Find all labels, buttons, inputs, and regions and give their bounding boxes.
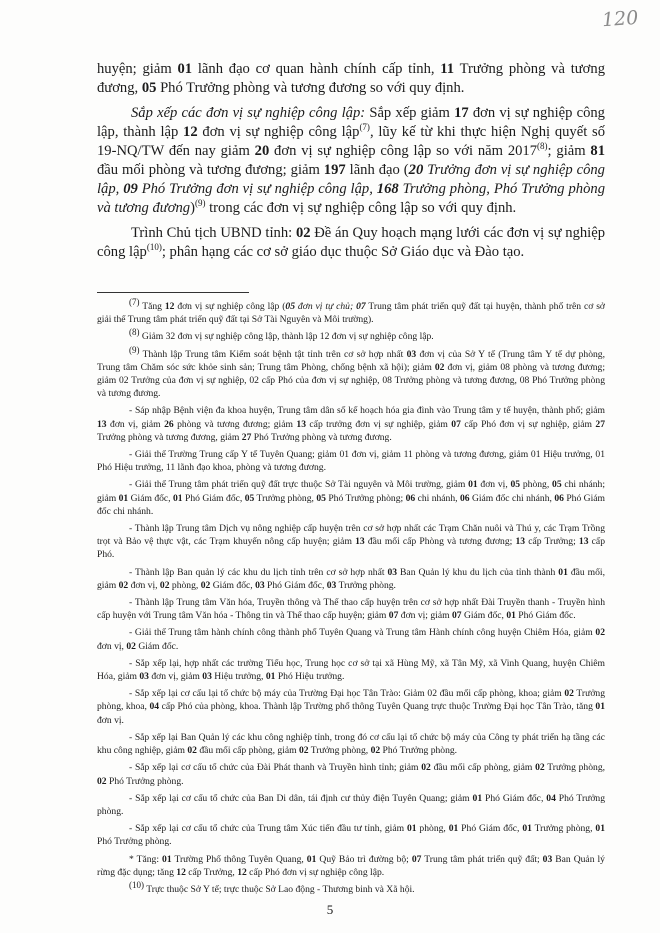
text-run: đơn vị,	[477, 479, 511, 491]
text-run: 01	[472, 792, 483, 804]
footnote-item	[97, 731, 605, 757]
footnote-item	[97, 478, 605, 518]
paragraph-proposals	[97, 224, 605, 262]
text-run: Trung tâm phát triển quỹ đất;	[421, 853, 543, 865]
text-run: Giám đốc,	[128, 492, 173, 504]
text-run: đầu mối, giảm	[97, 566, 605, 591]
text-run: - Sắp xếp lại, hợp nhất các trường Tiểu học, Trung học cơ sở tại xã Hùng Mỹ, xã Tân Mỹ, xã Vinh Quang, huyện Chiêm Hóa, giảm	[97, 657, 605, 683]
text-run: 01	[265, 671, 276, 683]
text-run: 01	[162, 853, 172, 865]
text-run: 13	[578, 536, 589, 548]
text-run: đơn vị, giảm	[106, 418, 165, 430]
text-run: Trưởng phòng.	[336, 579, 396, 591]
text-run: ; giảm	[547, 143, 591, 159]
text-run: 12	[237, 866, 247, 878]
text-run: chi nhánh; giảm	[97, 479, 605, 504]
footnote-item	[97, 761, 605, 787]
footnote-item	[97, 853, 605, 879]
text-run: Giám đốc,	[461, 610, 507, 622]
text-run: 01	[506, 610, 516, 622]
text-run: Trưởng phòng,	[254, 492, 317, 504]
footnote-item	[97, 404, 605, 444]
text-run: Phó Trưởng phòng và tương đương.	[251, 431, 392, 443]
text-run: phòng và tương đương; giảm	[173, 418, 297, 430]
text-run: 07	[356, 301, 366, 312]
footnote-item	[97, 596, 605, 622]
text-run: Phó Giám đốc.	[515, 610, 576, 622]
text-run: 03	[202, 671, 212, 683]
text-run: phòng,	[169, 579, 201, 591]
text-run: Phó Trưởng đơn vị sự nghiệp công lập,	[137, 181, 377, 197]
text-run: 11	[440, 61, 455, 77]
text-run: đơn vị; giảm	[398, 610, 452, 622]
text-run: 07	[451, 418, 461, 430]
footnote-ref: (8)	[537, 141, 548, 152]
text-run: 20	[408, 162, 424, 178]
text-run: Trưởng phòng,	[531, 823, 596, 835]
text-run: đầu mối cấp Phòng và tương đương;	[364, 536, 516, 548]
text-run: Sắp xếp các đơn vị sự nghiệp công lập:	[131, 105, 366, 121]
text-run: cấp Phó đơn vị sự nghiệp công lập.	[246, 866, 385, 878]
text-run: - Sắp xếp lại cơ cấu lại tổ chức bộ máy của Trường Đại học Tân Trào: Giảm 02 đầu mối cấp phòng, khoa; giảm	[129, 688, 565, 700]
text-run: đơn vị của Sở Y tế (Trung tâm Y tế dự phòng, Trung tâm Chăm sóc sức khỏe sinh sản; Trung tâm Phòng, chống bệnh xã hội); giảm	[97, 348, 605, 373]
text-run: 13	[355, 536, 365, 548]
text-run: 02	[434, 361, 445, 373]
text-run: 02	[564, 688, 574, 700]
text-run: 27	[595, 418, 605, 430]
text-run: phòng,	[520, 479, 553, 491]
text-run: 12	[164, 301, 175, 312]
text-run: cấp Phó đơn vị sự nghiệp, giảm	[460, 418, 596, 430]
text-run: đơn vị sự nghiệp công lập so với năm 2017	[269, 143, 538, 159]
text-run: Trưởng phòng, khoa,	[97, 688, 605, 713]
text-run: Phó Trưởng phòng.	[106, 775, 184, 787]
text-run: 168	[376, 181, 399, 197]
footnote-item	[97, 522, 605, 562]
text-run: 01	[177, 61, 193, 77]
footnote-ref: (10)	[129, 879, 144, 890]
handwritten-page-number: 120	[601, 6, 639, 32]
text-run: 03	[406, 348, 417, 360]
text-run: Giám đốc chi nhánh,	[469, 492, 555, 504]
text-run: 17	[454, 105, 469, 121]
text-run: 09	[123, 181, 138, 197]
footnote-item	[97, 792, 605, 818]
footnote-item	[97, 687, 605, 727]
text-run: Trình Chủ tịch UBND tỉnh:	[131, 225, 296, 241]
text-run: 13	[296, 418, 306, 430]
text-run: 03	[255, 579, 265, 591]
text-run: Ban Quản lý rừng đặc dụng; tăng	[97, 853, 605, 878]
text-run: cấp trưởng đơn vị sự nghiệp, giảm	[305, 418, 452, 430]
footnote-ref: (9)	[129, 344, 140, 355]
text-run: Trưởng đơn vị sự nghiệp công lập,	[97, 162, 605, 197]
text-run: - Thành lập Trung tâm Dịch vụ nông nghiệp cấp huyện trên cơ sở hợp nhất các Trạm Chăn nuôi và Thú y, các Trạm Trồng trọt và Bảo vệ thực vật, các Trạm khuyến nông cấp huyện; giảm	[97, 523, 605, 548]
text-run: ; phân hạng các cơ sở giáo dục thuộc Sở Giáo dục và Đào tạo.	[161, 244, 525, 260]
text-run: đơn vị tự chủ;	[295, 301, 357, 312]
text-run: Giám đốc,	[210, 579, 256, 591]
text-run: cấp Trưởng,	[185, 866, 238, 878]
footnote-item	[97, 657, 605, 683]
text-run: 26	[164, 418, 174, 430]
text-run: 06	[405, 492, 416, 504]
text-run: Phó Giám đốc,	[458, 823, 523, 835]
footnote-item	[97, 344, 605, 401]
text-run: 01	[118, 492, 129, 504]
text-run: 07	[451, 610, 462, 622]
text-run: Trưởng phòng và tương đương, giảm	[97, 431, 242, 443]
text-run: , lũy kế từ khi thực hiện Nghị quyết số 19-NQ/TW đến nay giảm	[97, 124, 605, 159]
text-run: Phó Giám đốc,	[264, 579, 327, 591]
text-run: 05	[285, 301, 296, 312]
text-run: 02	[370, 745, 381, 757]
text-run: 06	[459, 492, 470, 504]
text-run: 13	[515, 536, 526, 548]
text-run: 01	[172, 492, 183, 504]
page-number: 5	[326, 902, 334, 917]
text-run: lãnh đạo cơ quan hành chính cấp tỉnh,	[192, 61, 441, 77]
footnote-ref: (7)	[129, 296, 140, 307]
text-run: Hiệu trưởng,	[211, 671, 266, 683]
text-run: 12	[176, 866, 186, 878]
text-run: đơn vị sự nghiệp công lập	[197, 124, 360, 140]
text-run: - Giải thể Trường Trung cấp Y tế Tuyên Quang; giảm 01 đơn vị, giảm 11 phòng và tương đương, giảm 01 Hiệu trưởng, 01 Phó Hiệu trưởng, 11 lãnh đạo khoa, phòng và tương đương.	[97, 449, 605, 474]
text-run: )	[190, 200, 195, 216]
footnote-item	[97, 448, 605, 474]
text-run: Giám đốc.	[135, 640, 179, 652]
text-run: 02	[159, 579, 170, 591]
text-run: 01	[522, 823, 532, 835]
footnote-item	[97, 879, 605, 896]
text-run: Phó Giám đốc chi nhánh.	[97, 492, 605, 517]
footnote-item	[97, 296, 606, 326]
text-run: Quỹ Bảo trì đường bộ;	[316, 853, 412, 865]
text-run: - Giải thể Trung tâm hành chính công thành phố Tuyên Quang và Trung tâm Hành chính công huyện Chiêm Hóa, giảm	[129, 627, 596, 639]
text-run: 04	[149, 701, 160, 713]
text-run: 05	[510, 479, 521, 491]
text-run: Phó Trưởng phòng;	[325, 492, 406, 504]
text-run: Trưởng phòng, Phó Trưởng phòng và tương đương	[97, 181, 605, 216]
footnote-separator	[97, 292, 249, 293]
text-run: đơn vị, giảm 08 phòng và tương đương; giảm 02 Trưởng của đơn vị sự nghiệp, 02 cấp Phó của đơn vị sự nghiệp, 08 Trưởng phòng và tương đương, 08 Phó Trưởng phòng và tương đương.	[97, 361, 605, 400]
paragraph-reduction-summary	[97, 60, 605, 98]
footnote-item	[97, 327, 605, 343]
text-run: Trường Phổ thông Tuyên Quang,	[171, 853, 307, 865]
text-run: Phó Trưởng phòng.	[97, 792, 606, 817]
text-run: Phó Giám đốc,	[182, 492, 245, 504]
text-run: 13	[97, 418, 107, 430]
text-run: Sắp xếp giảm	[365, 105, 455, 121]
text-run: 05	[244, 492, 255, 504]
text-run: - Thành lập Trung tâm Văn hóa, Truyền thông và Thể thao cấp huyện trên cơ sở hợp nhất Đài Truyền thanh - Truyền hình cấp huyện với Trung tâm Văn hóa - Thông tin và Thể thao cấp huyện; giảm	[97, 597, 605, 622]
text-run: Giảm 32 đơn vị sự nghiệp công lập, thành lập 12 đơn vị sự nghiệp công lập.	[139, 331, 434, 343]
footnote-item	[97, 626, 605, 652]
footnote-item	[97, 566, 605, 592]
text-run: lãnh đạo (	[345, 162, 409, 178]
paragraph-public-service-units	[97, 104, 605, 218]
text-run: 81	[590, 143, 605, 159]
text-run: - Sáp nhập Bệnh viện đa khoa huyện, Trung tâm dân số kế hoạch hóa gia đình vào Trung tâm y tế huyện, thành phố; giảm	[129, 405, 605, 417]
text-run: 02	[97, 775, 107, 787]
text-run: Trung tâm phát triển quỹ đất tại huyện, thành phố trên cơ sở giải thể Trung tâm phát triển quỹ đất tại Sở Tài Nguyên và Môi trường).	[97, 301, 606, 326]
text-run: trong các đơn vị sự nghiệp công lập so với quy định.	[205, 200, 517, 216]
text-run: cấp Phó của phòng, khoa. Thành lập Trường phổ thông Tuyên Quang trực thuộc Trường Đại học Tân Trào, tăng	[159, 701, 596, 713]
text-run: Thành lập Trung tâm Kiểm soát bệnh tật tỉnh trên cơ sở hợp nhất	[139, 348, 407, 360]
text-run: đầu mối cấp phòng, giảm	[430, 762, 536, 774]
text-run: 07	[388, 610, 399, 622]
footnote-ref: (10)	[146, 242, 162, 253]
text-run: cấp Phó.	[97, 536, 605, 561]
text-run: 07	[411, 853, 422, 865]
text-run: đơn vị, giảm	[148, 671, 203, 683]
footnote-ref: (9)	[194, 198, 206, 209]
text-run: 06	[554, 492, 564, 504]
text-run: 03	[139, 671, 149, 683]
text-run: Phó Trưởng phòng.	[380, 745, 458, 757]
text-run: 12	[183, 124, 198, 140]
text-run: Đề án Quy hoạch mạng lưới các đơn vị sự nghiệp công lập	[97, 225, 605, 260]
main-body-text	[97, 60, 605, 268]
text-run: Trưởng phòng và tương đương,	[97, 61, 605, 96]
text-run: phòng,	[416, 823, 449, 835]
text-run: 02	[200, 579, 211, 591]
text-run: 27	[241, 431, 252, 443]
text-run: 01	[406, 823, 417, 835]
text-run: 02	[118, 579, 129, 591]
text-run: 05	[141, 80, 157, 96]
text-run: 197	[323, 162, 346, 178]
text-run: đơn vị sự nghiệp công lập, thành lập	[97, 105, 605, 140]
text-run: - Sắp xếp lại cơ cấu tổ chức của Ban Di dân, tái định cư thủy điện Tuyên Quang; giảm	[129, 792, 473, 804]
text-run: 02	[187, 745, 197, 757]
text-run: 02	[126, 640, 136, 652]
text-run: * Tăng:	[129, 853, 163, 865]
footnote-ref: (8)	[129, 327, 140, 338]
text-run: đơn vị.	[97, 714, 124, 726]
text-run: 05	[552, 479, 562, 491]
text-run: - Giải thể Trung tâm phát triển quỹ đất trực thuộc Sở Tài nguyên và Môi trường, giảm	[129, 479, 469, 491]
text-run: - Sắp xếp lại Ban Quản lý các khu công nghiệp tỉnh, trong đó cơ cấu lại tổ chức bộ máy của Công ty phát triển hạ tầng các khu công nghiệp, giảm	[97, 731, 605, 757]
text-run: 01	[468, 479, 478, 491]
text-run: cấp Trưởng;	[525, 536, 579, 548]
text-run: đơn vị,	[97, 640, 127, 652]
text-run: Trực thuộc Sở Y tế; trực thuộc Sở Lao động - Thương binh và Xã hội.	[144, 883, 415, 895]
text-run: Phó Hiệu trưởng.	[275, 671, 345, 683]
text-run: 02	[295, 225, 311, 241]
text-run: 20	[254, 143, 270, 159]
text-run: đơn vị,	[128, 579, 160, 591]
text-run: chi nhánh,	[415, 492, 460, 504]
text-run: Phó Trưởng phòng và tương đương so với quy định.	[156, 80, 465, 96]
text-run: 02	[535, 762, 545, 774]
text-run: 05	[316, 492, 326, 504]
text-run: - Sắp xếp lại cơ cấu tổ chức của Trung tâm Xúc tiến đầu tư tỉnh, giảm	[129, 823, 407, 835]
text-run: 01	[595, 701, 605, 713]
text-run: Ban Quản lý khu du lịch của tỉnh thành	[397, 566, 559, 578]
text-run: 03	[542, 853, 553, 865]
text-run: Trưởng phòng,	[544, 762, 606, 774]
text-run: - Sắp xếp lại cơ cấu tổ chức của Đài Phát thanh và Truyền hình tỉnh; giảm	[129, 762, 422, 774]
text-run: 02	[298, 745, 309, 757]
text-run: đầu mối phòng và tương đương; giảm	[97, 162, 324, 178]
text-run: 01	[306, 853, 317, 865]
text-run: Phó Trưởng phòng.	[97, 836, 172, 848]
text-run: 01	[558, 566, 568, 578]
text-run: Phó Giám đốc,	[482, 792, 547, 804]
text-run: đầu mối cấp phòng, giảm	[196, 745, 299, 757]
text-run: Tăng	[139, 301, 165, 312]
footnote-item	[97, 822, 605, 848]
text-run: 01	[595, 823, 605, 835]
text-run: huyện; giảm	[97, 61, 178, 77]
text-run: đơn vị sự nghiệp công lập (	[174, 301, 286, 312]
text-run: Trưởng phòng,	[308, 745, 371, 757]
text-run: 03	[387, 566, 398, 578]
text-run: 04	[546, 792, 556, 804]
text-run: 01	[448, 823, 459, 835]
footnote-ref: (7)	[359, 122, 370, 133]
footnotes	[97, 296, 606, 900]
text-run: - Thành lập Ban quản lý các khu du lịch tỉnh trên cơ sở hợp nhất	[129, 566, 388, 578]
text-run: 02	[595, 627, 605, 639]
text-run: 03	[326, 579, 337, 591]
text-run: 02	[421, 762, 431, 774]
